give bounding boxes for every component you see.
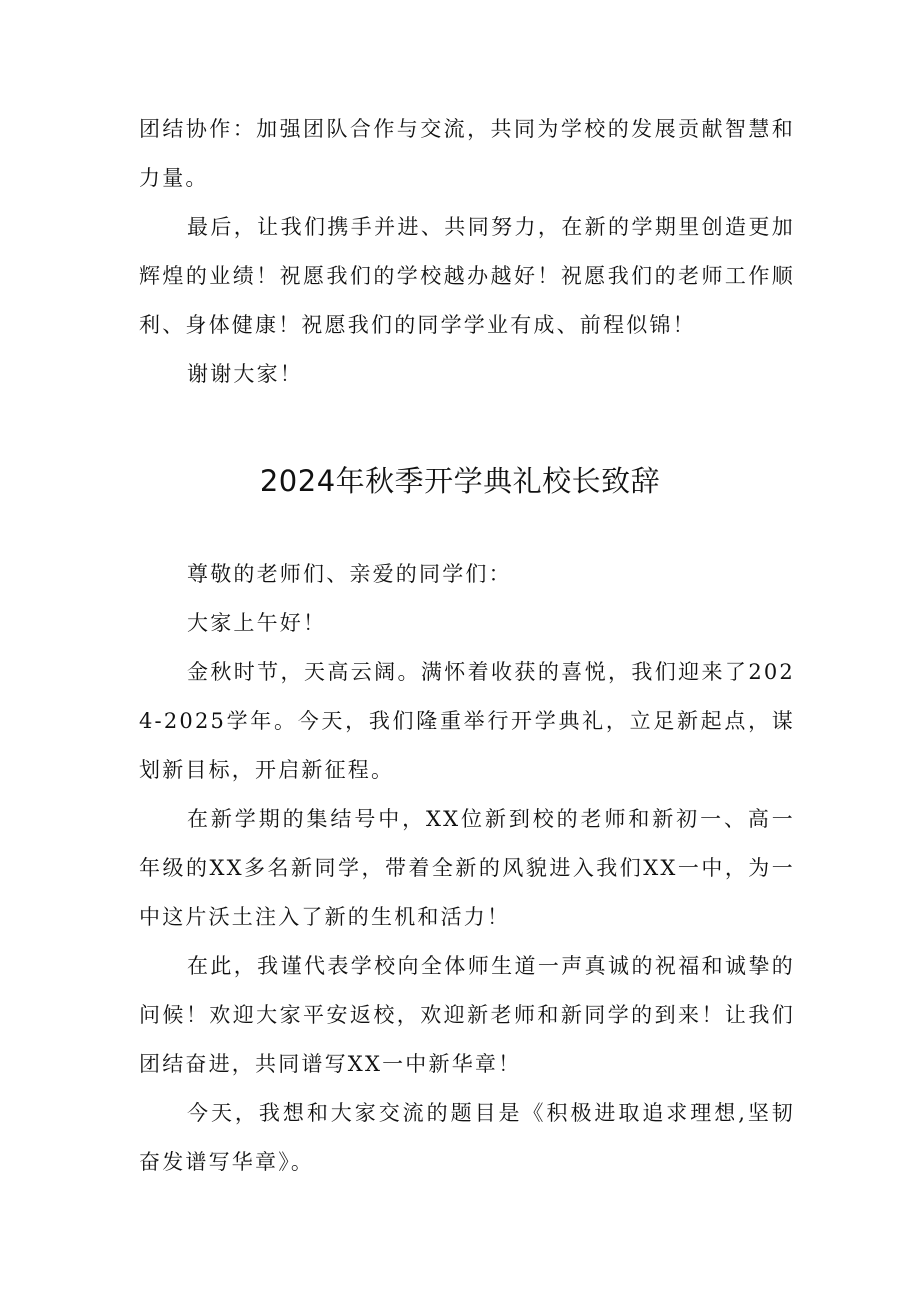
paragraph-topic: 今天，我想和大家交流的题目是《积极进取追求理想,坚韧奋发谱写华章》。	[139, 1101, 795, 1174]
paragraph-greeting: 大家上午好！	[187, 611, 327, 635]
paragraph-blessing: 在此，我谨代表学校向全体师生道一声真诚的祝福和诚挚的问候！欢迎大家平安返校，欢迎新老师和新同学的到来！让我们团结奋进，共同谱写XX一中新华章！	[139, 954, 795, 1076]
paragraph-new-members: 在新学期的集结号中，XX位新到校的老师和新初一、高一年级的XX多名新同学，带着全新的风貌进入我们XX一中，为一中这片沃土注入了新的生机和活力！	[139, 807, 795, 929]
paragraph-teamwork: 团结协作：加强团队合作与交流，共同为学校的发展贡献智慧和力量。	[139, 117, 795, 190]
speech-title: 2024年秋季开学典礼校长致辞	[259, 464, 661, 498]
paragraph-thanks: 谢谢大家！	[187, 362, 303, 386]
previous-section-text	[139, 105, 795, 399]
speech-body	[139, 550, 795, 1187]
paragraph-autumn: 金秋时节，天高云阔。满怀着收获的喜悦，我们迎来了2024-2025学年。今天，我们隆重举行开学典礼，立足新起点，谋划新目标，开启新征程。	[139, 660, 795, 782]
paragraph-closing-wishes: 最后，让我们携手并进、共同努力，在新的学期里创造更加辉煌的业绩！祝愿我们的学校越办越好！祝愿我们的老师工作顺利、身体健康！祝愿我们的同学学业有成、前程似锦！	[139, 215, 795, 337]
paragraph-salutation: 尊敬的老师们、亲爱的同学们：	[187, 562, 512, 586]
